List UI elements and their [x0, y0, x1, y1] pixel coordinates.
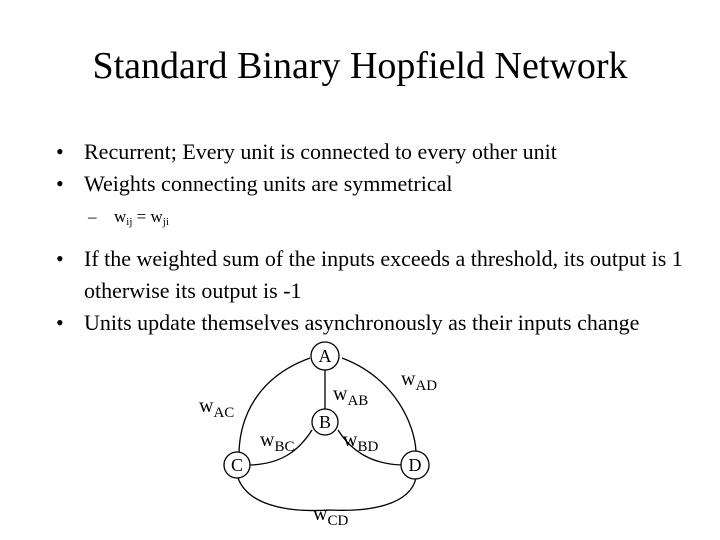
bullet-marker: • — [56, 310, 64, 335]
weight-subscript: AD — [415, 378, 438, 394]
weight-symbol: w — [260, 429, 275, 451]
bullet-marker: • — [56, 246, 64, 271]
weight-symbol: w — [333, 383, 348, 405]
sub-bullet-marker: – — [88, 207, 97, 226]
formula-equals: = — [132, 207, 151, 226]
weight-cd-label — [313, 503, 348, 529]
bullet-text: Weights connecting units are symmetrical — [84, 171, 453, 196]
weight-subscript: AC — [213, 405, 235, 421]
weight-symbol: w — [343, 429, 358, 451]
weight-subscript: AB — [347, 393, 369, 409]
weight-ad-label — [401, 368, 437, 394]
weight-symbol: w — [401, 368, 416, 390]
formula-w2: w — [150, 207, 163, 226]
weight-subscript: BC — [274, 439, 295, 455]
formula-sub-ij: ij — [126, 216, 133, 228]
node-c-label: C — [230, 455, 244, 475]
weight-bc-label — [260, 429, 294, 455]
edge-a-c — [239, 358, 310, 452]
node-b-label: B — [318, 412, 332, 432]
node-a-label: A — [318, 346, 332, 366]
bullet-marker: • — [56, 139, 64, 164]
weight-subscript: CD — [327, 513, 349, 529]
weight-ab-label — [333, 383, 368, 409]
bullet-text: If the weighted sum of the inputs exceeds a threshold, its output is 1 otherwise its output is -1 — [84, 246, 683, 303]
bullet-marker: • — [56, 171, 64, 196]
weight-ac-label — [199, 395, 234, 421]
weight-subscript: BD — [357, 439, 379, 455]
formula-w1: w — [114, 207, 127, 226]
node-d-label: D — [408, 455, 422, 475]
formula-sub-ji: ji — [162, 216, 169, 228]
weight-bd-label — [343, 429, 378, 455]
bullet-text: Recurrent; Every unit is connected to every other unit — [84, 139, 557, 164]
bullet-text: Units update themselves asynchronously as their inputs change — [84, 310, 640, 335]
slide-title: Standard Binary Hopfield Network — [92, 45, 628, 87]
weight-symbol: w — [199, 395, 214, 417]
weight-symbol: w — [313, 503, 328, 525]
